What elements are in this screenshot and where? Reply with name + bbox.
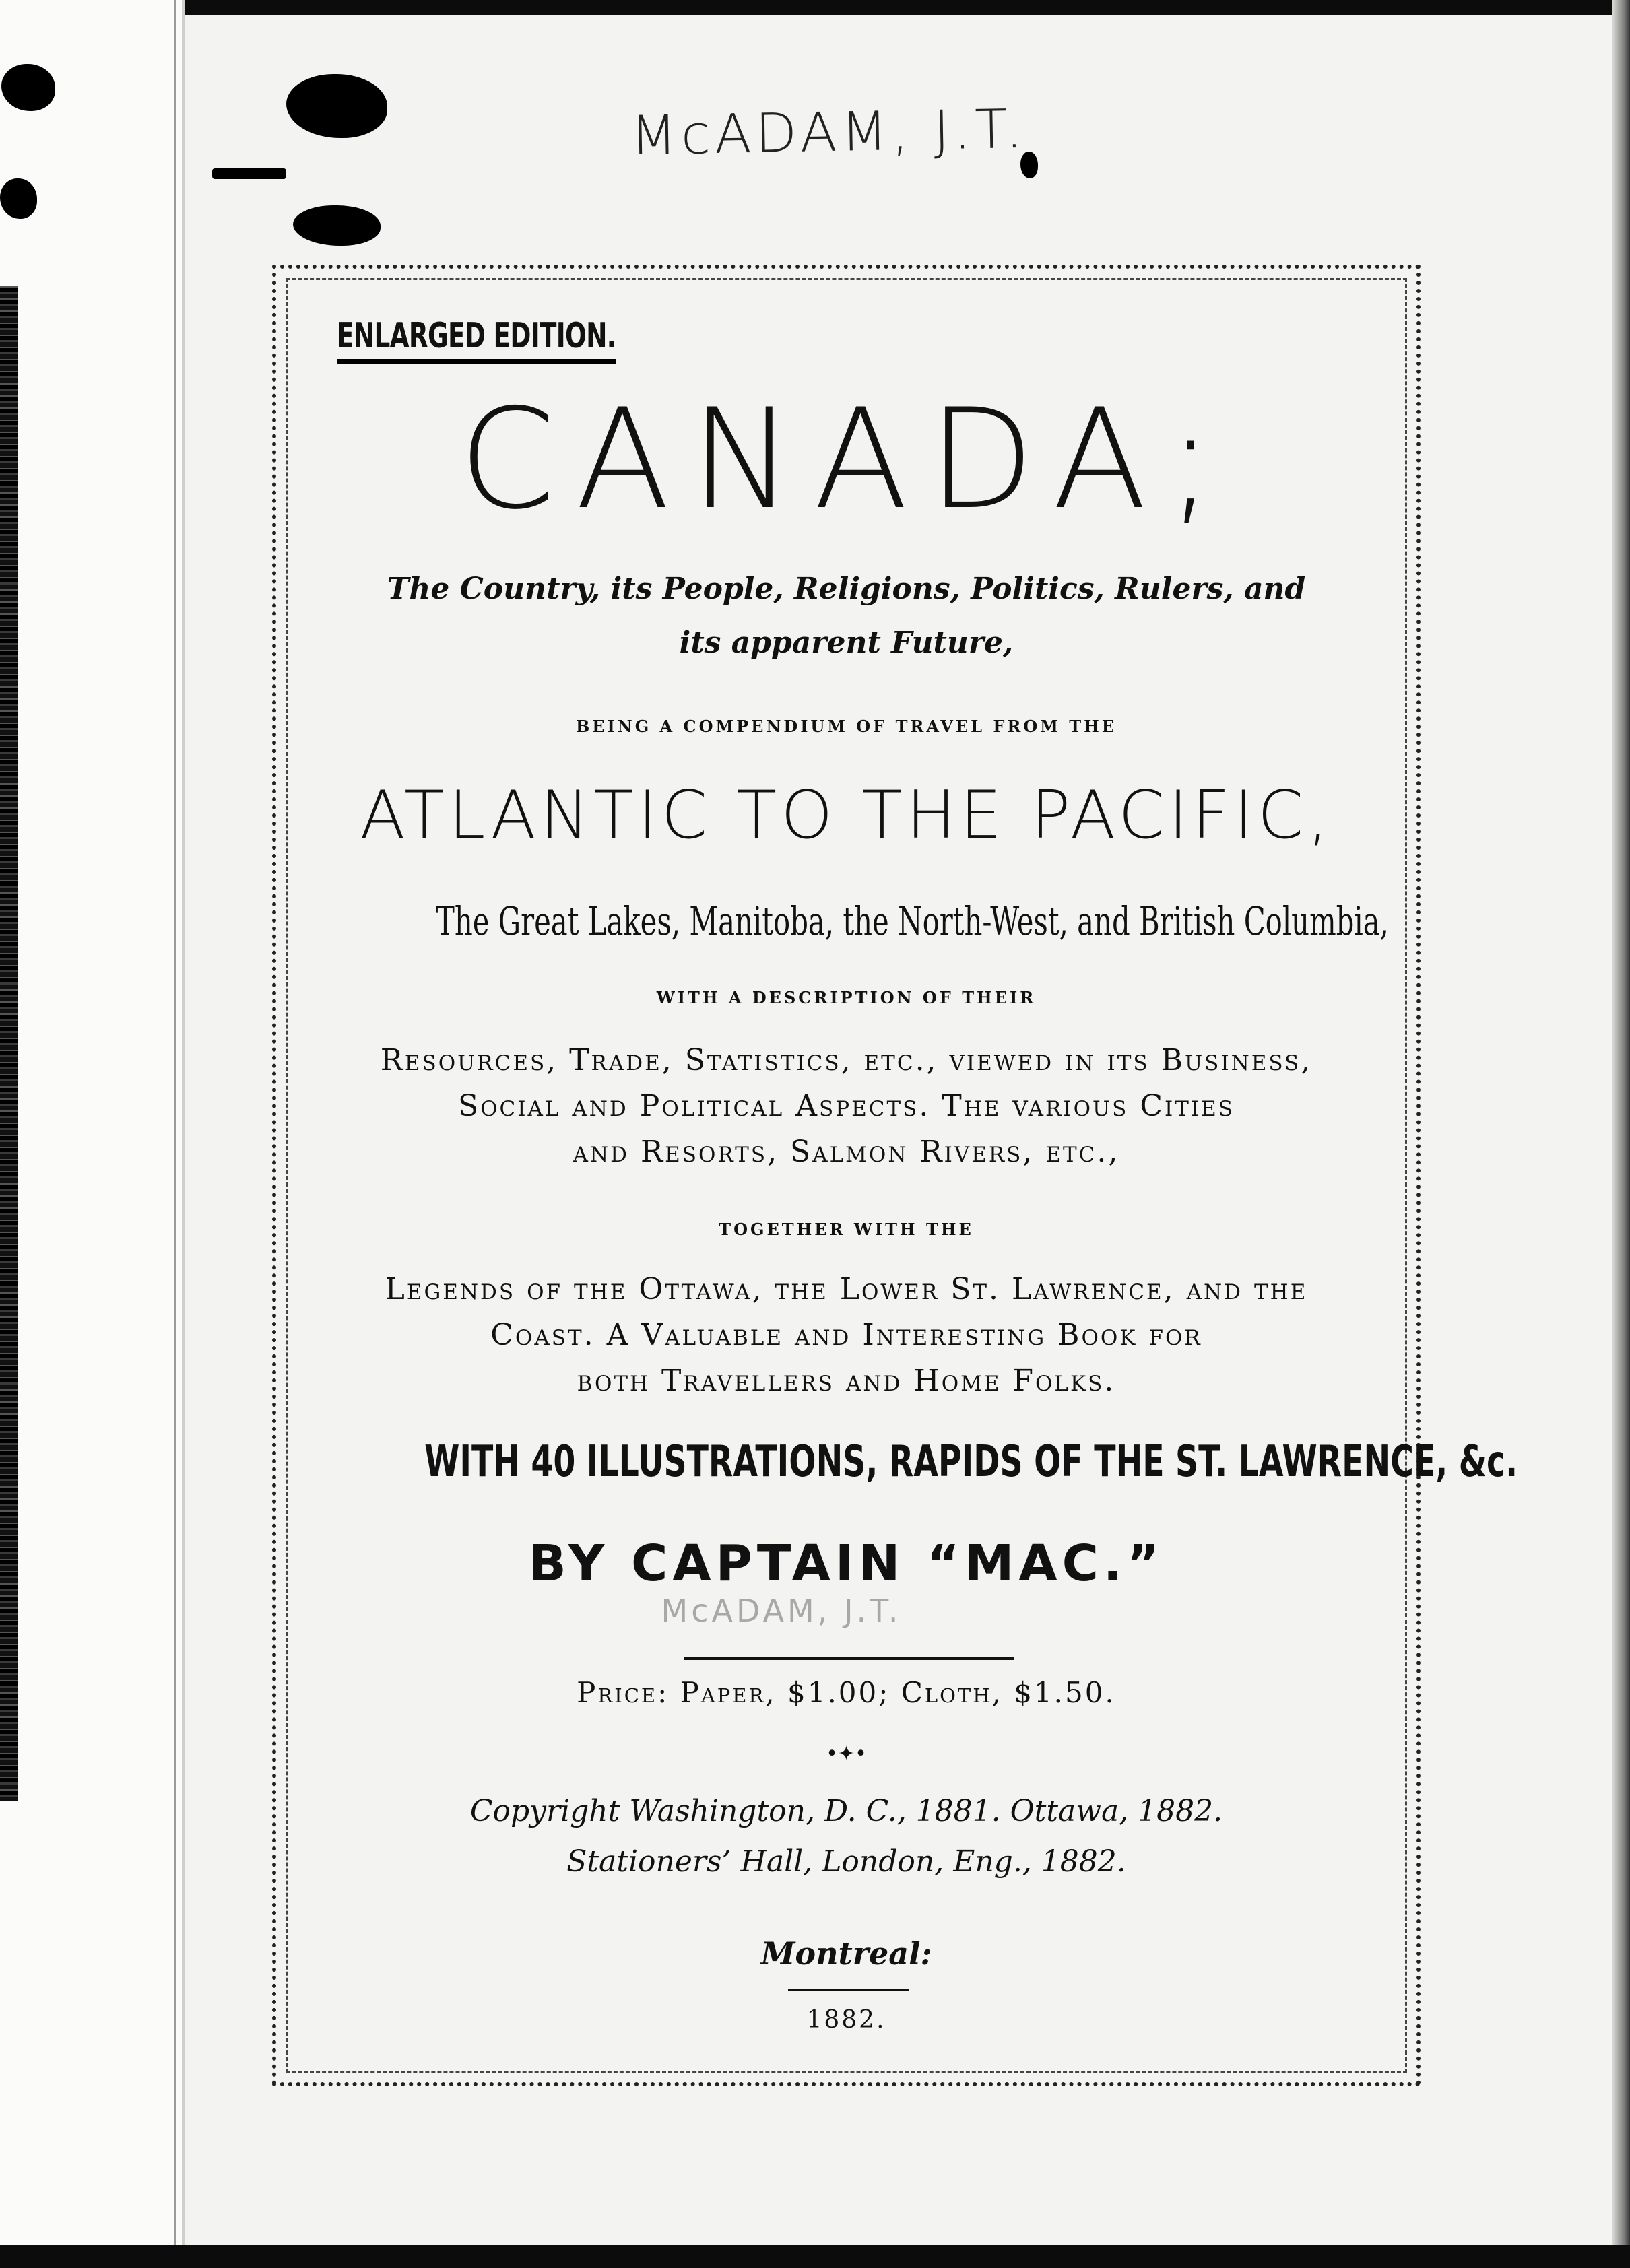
scan-bottom-edge	[0, 2245, 1630, 2268]
place-rule	[788, 1989, 909, 1991]
ink-blot	[293, 205, 381, 246]
handwritten-name: McADAM, J.T.	[630, 97, 1027, 168]
legends-line-2: Coast. A Valuable and Interesting Book for	[490, 1318, 1202, 1352]
route-heading: ATLANTIC TO THE PACIFIC,	[360, 777, 1333, 854]
legends-line-1: Legends of the Ottawa, the Lower St. Lawrence, and the	[385, 1272, 1308, 1306]
faint-handwritten-name: McADAM, J.T.	[661, 1593, 902, 1629]
together-line: TOGETHER WITH THE	[719, 1220, 974, 1239]
price-line: Price: Paper, $1.00; Cloth, $1.50.	[577, 1676, 1116, 1709]
title-page-frame	[272, 265, 1518, 2086]
legends-line-3: both Travellers and Home Folks.	[577, 1364, 1116, 1398]
compendium-line: BEING A COMPENDIUM OF TRAVEL FROM THE	[575, 716, 1117, 736]
page-gutter-line	[174, 0, 176, 2268]
ink-blot	[286, 74, 387, 138]
subtitle-line-1: The Country, its People, Religions, Politics, Rulers, and	[387, 572, 1306, 606]
copyright-line-2: Stationers’ Hall, London, Eng., 1882.	[566, 1844, 1126, 1879]
illustrations-line: WITH 40 ILLUSTRATIONS, RAPIDS OF THE ST. LAWRENCE, &c.	[424, 1437, 1518, 1487]
copyright-line-1: Copyright Washington, D. C., 1881. Ottawa, 1882.	[469, 1794, 1223, 1828]
scan-top-edge	[0, 0, 1630, 15]
place-of-publication: Montreal:	[760, 1935, 932, 1972]
subtitle-line-2: its apparent Future,	[679, 626, 1014, 660]
book-title: CANADA;	[459, 380, 1234, 540]
description-line-1: Resources, Trade, Statistics, etc., viewed in its Business,	[380, 1043, 1313, 1077]
ink-blot	[212, 168, 286, 179]
description-line-3: and Resorts, Salmon Rivers, etc.,	[573, 1135, 1120, 1169]
description-intro: WITH A DESCRIPTION OF THEIR	[656, 988, 1037, 1007]
regions-line: The Great Lakes, Manitoba, the North-West, and British Columbia,	[436, 898, 1389, 944]
scan-right-edge	[1612, 0, 1630, 2268]
edition-label: ENLARGED EDITION.	[337, 316, 616, 364]
author-line: BY CAPTAIN “MAC.”	[528, 1535, 1165, 1593]
publication-year: 1882.	[806, 2006, 886, 2034]
facing-page-edge	[0, 0, 185, 2268]
description-line-2: Social and Political Aspects. The various Cities	[457, 1089, 1235, 1123]
binding-strip	[0, 286, 18, 1801]
ornament: •✦•	[826, 1742, 867, 1766]
ink-blot	[0, 178, 37, 219]
divider-rule	[684, 1657, 1014, 1660]
